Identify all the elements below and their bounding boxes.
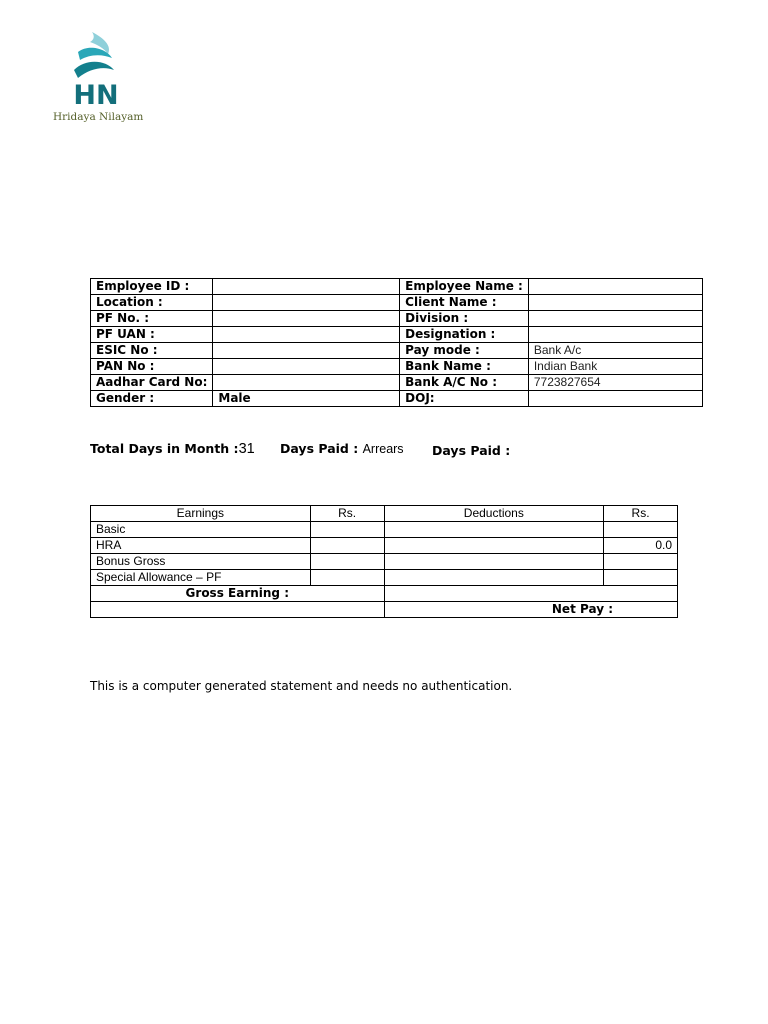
pay-mode-value: Bank A/c — [528, 343, 702, 359]
table-row — [91, 311, 703, 327]
earning-amount — [310, 522, 384, 538]
aadhar-label: Aadhar Card No: — [91, 375, 213, 391]
table-row — [91, 538, 678, 554]
earning-amount — [310, 570, 384, 586]
table-row — [91, 343, 703, 359]
days-paid-arrears-label: Days Paid : — [432, 443, 511, 458]
earnings-rs-header: Rs. — [310, 506, 384, 522]
table-row — [91, 279, 703, 295]
deduction-name — [384, 538, 604, 554]
employee-id-value — [213, 279, 400, 295]
company-logo — [52, 30, 162, 125]
logo-mark: HN — [73, 80, 119, 111]
earnings-deductions-table — [90, 505, 678, 618]
employee-name-label: Employee Name : — [400, 279, 529, 295]
bank-ac-value: 7723827654 — [528, 375, 702, 391]
deduction-amount — [604, 554, 678, 570]
deduction-amount — [604, 570, 678, 586]
earning-name: HRA — [91, 538, 311, 554]
deduction-amount: 0.0 — [604, 538, 678, 554]
earning-name: Bonus Gross — [91, 554, 311, 570]
aadhar-value — [213, 375, 400, 391]
company-name: Hridaya Nilayam — [53, 111, 144, 123]
pay-mode-label: Pay mode : — [400, 343, 529, 359]
pf-uan-value — [213, 327, 400, 343]
designation-value — [528, 327, 702, 343]
table-row — [91, 295, 703, 311]
deduction-name — [384, 522, 604, 538]
total-days-label: Total Days in Month : — [90, 441, 239, 456]
client-name-label: Client Name : — [400, 295, 529, 311]
table-row — [91, 522, 678, 538]
gender-label: Gender : — [91, 391, 213, 407]
esic-no-label: ESIC No : — [91, 343, 213, 359]
pan-no-label: PAN No : — [91, 359, 213, 375]
pf-no-label: PF No. : — [91, 311, 213, 327]
net-pay-label: Net Pay : — [384, 602, 677, 618]
table-row — [91, 375, 703, 391]
days-paid-label: Days Paid : — [280, 441, 359, 456]
doj-label: DOJ: — [400, 391, 529, 407]
earnings-header: Earnings — [91, 506, 311, 522]
table-header-row — [91, 506, 678, 522]
days-paid-arrears — [432, 443, 510, 458]
net-row — [91, 602, 678, 618]
total-days — [90, 441, 255, 457]
deductions-rs-header: Rs. — [604, 506, 678, 522]
deduction-name — [384, 554, 604, 570]
division-label: Division : — [400, 311, 529, 327]
designation-label: Designation : — [400, 327, 529, 343]
table-row — [91, 327, 703, 343]
esic-no-value — [213, 343, 400, 359]
table-row — [91, 391, 703, 407]
employee-id-label: Employee ID : — [91, 279, 213, 295]
wave-leaf-icon — [68, 30, 124, 82]
gross-row — [91, 586, 678, 602]
days-paid — [280, 441, 404, 456]
earning-amount — [310, 538, 384, 554]
deduction-name — [384, 570, 604, 586]
location-value — [213, 295, 400, 311]
employee-name-value — [528, 279, 702, 295]
deduction-amount — [604, 522, 678, 538]
gender-value: Male — [213, 391, 400, 407]
pan-no-value — [213, 359, 400, 375]
pf-uan-label: PF UAN : — [91, 327, 213, 343]
deductions-header: Deductions — [384, 506, 604, 522]
gross-deduction-cell — [384, 586, 677, 602]
earning-name: Special Allowance – PF — [91, 570, 311, 586]
net-empty-cell — [91, 602, 385, 618]
location-label: Location : — [91, 295, 213, 311]
table-row — [91, 570, 678, 586]
pf-no-value — [213, 311, 400, 327]
gross-earning-label: Gross Earning : — [91, 586, 385, 602]
earning-name: Basic — [91, 522, 311, 538]
total-days-value: 31 — [238, 441, 255, 457]
authentication-note: This is a computer generated statement and needs no authentication. — [90, 679, 513, 693]
bank-name-label: Bank Name : — [400, 359, 529, 375]
table-row — [91, 554, 678, 570]
division-value — [528, 311, 702, 327]
doj-value — [528, 391, 702, 407]
bank-ac-label: Bank A/C No : — [400, 375, 529, 391]
client-name-value — [528, 295, 702, 311]
employee-details-table — [90, 278, 703, 407]
earning-amount — [310, 554, 384, 570]
days-paid-value: Arrears — [362, 442, 404, 456]
bank-name-value: Indian Bank — [528, 359, 702, 375]
table-row — [91, 359, 703, 375]
